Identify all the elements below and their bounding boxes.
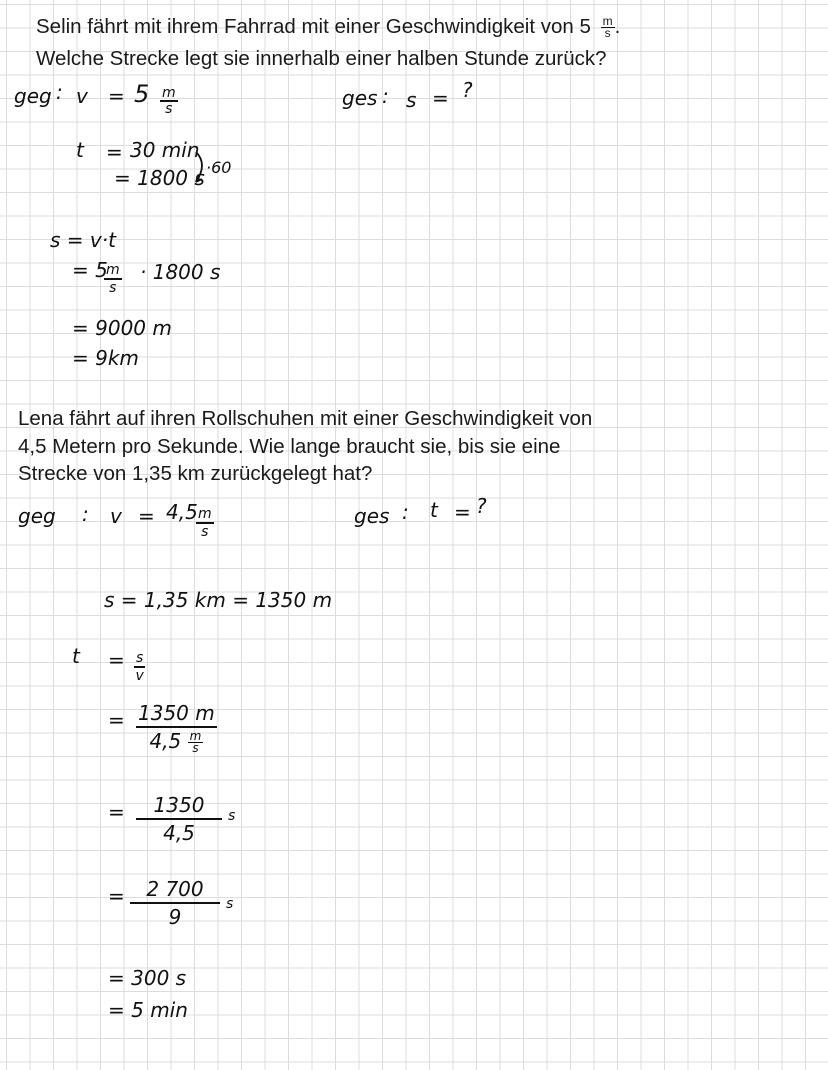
task2-question-line2: 4,5 Metern pro Sekunde. Wie lange braucht sie, bis sie eine: [18, 435, 561, 458]
task1-result-km: = 9km: [72, 346, 139, 370]
task1-given-colon: :: [56, 80, 63, 104]
task1-step-times: · 1800 s: [140, 260, 221, 284]
task2-v-label: v: [110, 504, 122, 528]
task2-step1-eq: =: [108, 708, 125, 732]
task1-s-eq: =: [432, 86, 449, 110]
task1-step-unit: $\frac{m}{s}$: [106, 262, 120, 296]
task2-v-eq: =: [138, 504, 155, 528]
task1-sought-label: ges: [342, 86, 378, 110]
task1-formula: s = v·t: [50, 228, 116, 252]
task1-t-eq: =: [106, 140, 123, 164]
task1-question-line1: Selin fährt mit ihrem Fahrrad mit einer Geschwindigkeit von 5 $\frac{m}{s}$ .: [36, 14, 621, 41]
task2-given-colon: :: [82, 502, 89, 526]
task2-step1-fraction: 1350 m 4,5 $\frac{m}{s}$: [138, 701, 215, 755]
task2-t-eq: =: [454, 500, 471, 524]
task2-question-line3: Strecke von 1,35 km zurückgelegt hat?: [18, 462, 373, 485]
task1-t-seconds: = 1800 s: [114, 166, 205, 190]
task2-t-formula-eq: =: [108, 648, 125, 672]
task1-unit-fraction: $\frac{m}{s}$: [602, 14, 613, 41]
task1-question-mark: ?: [462, 78, 473, 102]
task1-t-label: t: [76, 138, 84, 162]
task1-v-unit: $\frac{m}{s}$: [162, 85, 176, 117]
task2-result-seconds: = 300 s: [108, 966, 187, 990]
task1-t-value: 30 min: [130, 138, 200, 162]
task1-given-label: geg: [14, 84, 52, 108]
task1-conversion-factor: ·60: [206, 158, 232, 177]
task2-given-label: geg: [18, 504, 56, 528]
task1-v-eq: =: [108, 84, 125, 108]
task1-v-label: v: [76, 84, 88, 108]
task2-step3-unit: s: [226, 896, 234, 912]
task2-step2-unit: s: [228, 808, 236, 824]
task2-v-value: 4,5: [166, 500, 198, 524]
task1-s-label: s: [406, 88, 417, 112]
task1-v-value: 5: [134, 80, 150, 108]
task2-step3-eq: =: [108, 884, 125, 908]
task2-t-label: t: [430, 498, 438, 522]
task1-question-line2: Welche Strecke legt sie innerhalb einer halben Stunde zurück?: [36, 47, 607, 70]
task2-sought-label: ges: [354, 504, 390, 528]
task2-step2-eq: =: [108, 800, 125, 824]
task1-result-m: = 9000 m: [72, 316, 172, 340]
task2-t-formula-fraction: $\frac{s}{v}$: [135, 650, 144, 684]
task2-question-mark: ?: [476, 494, 487, 518]
task2-result-minutes: = 5 min: [108, 998, 188, 1022]
task2-sought-colon: :: [402, 500, 409, 524]
task2-t-formula-lhs: t: [72, 644, 80, 668]
task2-question-line1: Lena fährt auf ihren Rollschuhen mit einer Geschwindigkeit von: [18, 407, 593, 430]
task2-step3-fraction: $\frac{2 700}{9}$: [130, 876, 220, 930]
task2-step2-fraction: $\frac{1350}{4,5}$: [136, 792, 222, 846]
task2-v-unit: $\frac{m}{s}$: [198, 506, 212, 540]
task1-sought-colon: :: [382, 84, 389, 108]
task2-distance-line: s = 1,35 km = 1350 m: [104, 588, 333, 612]
task1-step-eq: = 5: [72, 258, 108, 282]
